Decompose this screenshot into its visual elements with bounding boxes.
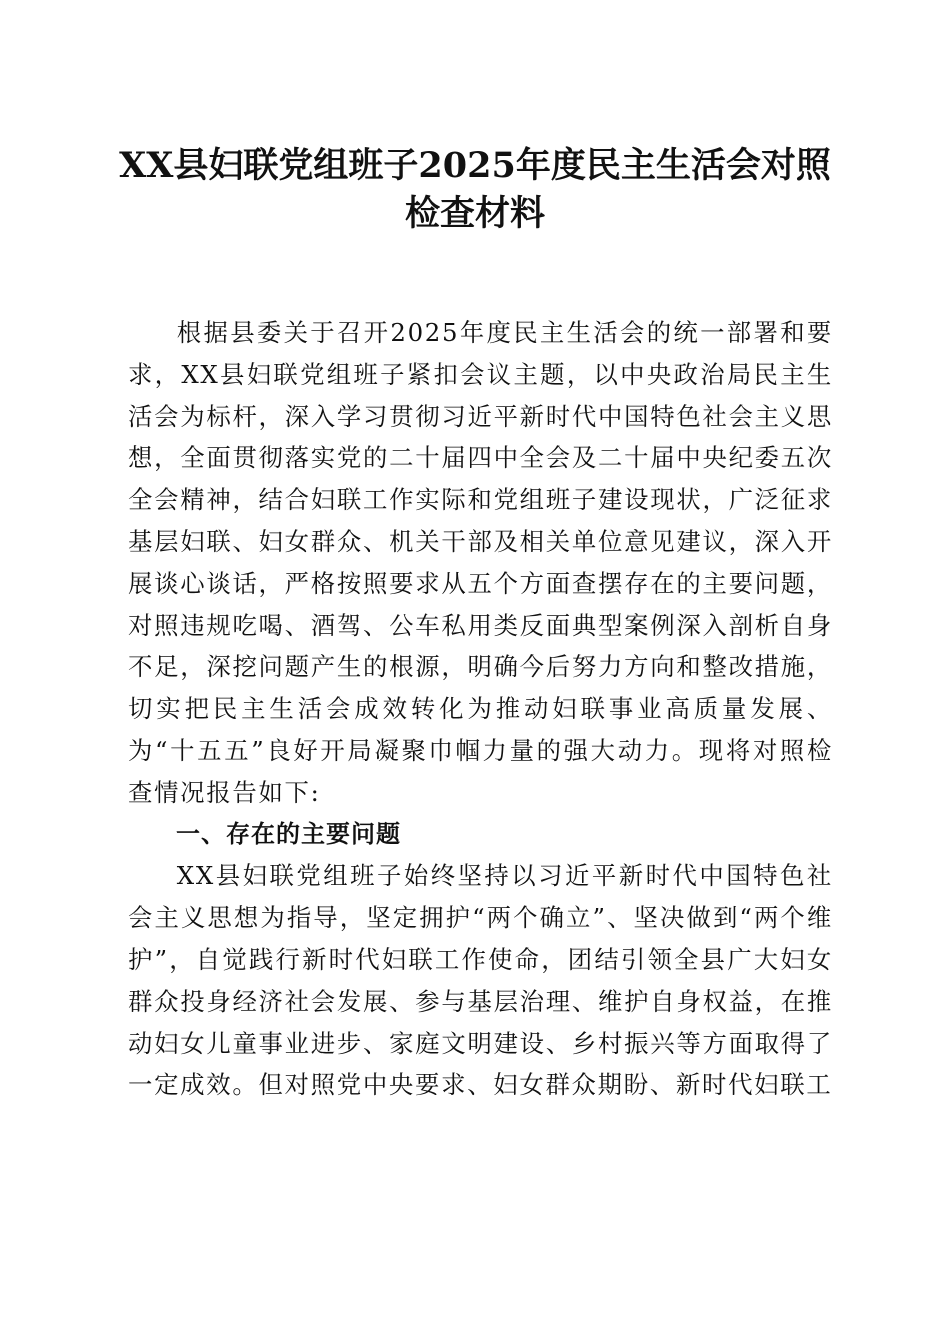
- section-heading: 一、存在的主要问题: [176, 819, 401, 848]
- document-title: [90, 142, 860, 238]
- title-line-2: 检查材料: [404, 193, 545, 234]
- document-body: [128, 312, 833, 1106]
- section-paragraph: XX县妇联党组班子始终坚持以习近平新时代中国特色社会主义思想为指导，坚定拥护“两个确立”、坚决做到“两个维护”，自觉践行新时代妇联工作使命，团结引领全县广大妇女群众投身经济社会发展、参与基层治理、维护自身权益，在推动妇女儿童事业进步、家庭文明建设、乡村振兴等方面取得了一定成效。但对照党中央要求、妇女群众期盼、新时代妇联工: [128, 861, 833, 1100]
- title-line-1: XX县妇联党组班子2025年度民主生活会对照: [119, 145, 831, 186]
- intro-paragraph: 根据县委关于召开2025年度民主生活会的统一部署和要求，XX县妇联党组班子紧扣会议主题，以中央政治局民主生活会为标杆，深入学习贯彻习近平新时代中国特色社会主义思想，全面贯彻落实党的二十届四中全会及二十届中央纪委五次全会精神，结合妇联工作实际和党组班子建设现状，广泛征求基层妇联、妇女群众、机关干部及相关单位意见建议，深入开展谈心谈话，严格按照要求从五个方面查摆存在的主要问题，对照违规吃喝、酒驾、公车私用类反面典型案例深入剖析自身不足，深挖问题产生的根源，明确今后努力方向和整改措施，切实把民主生活会成效转化为推动妇联事业高质量发展、为“十五五”良好开局凝聚巾帼力量的强大动力。现将对照检查情况报告如下:: [128, 318, 833, 807]
